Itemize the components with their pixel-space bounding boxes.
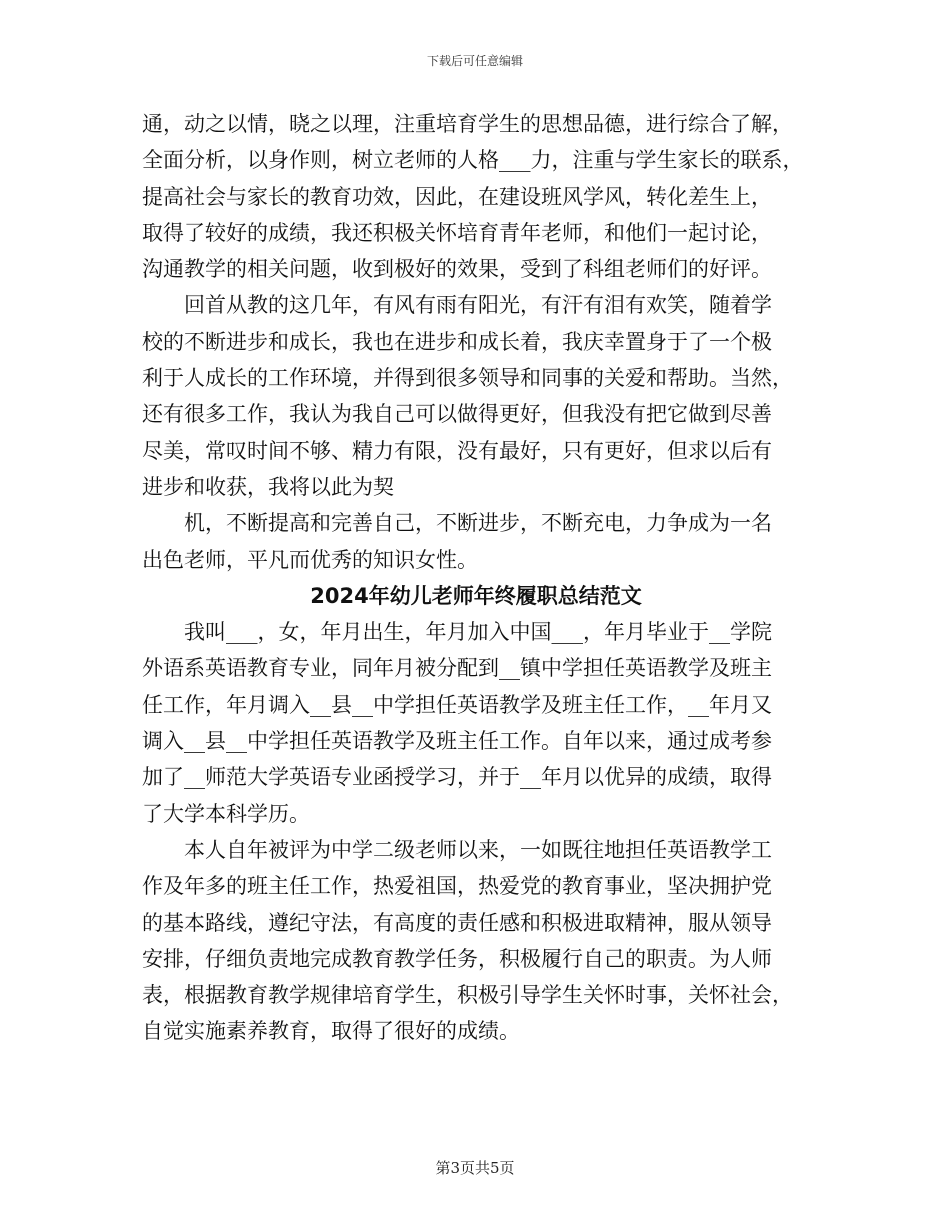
document-body (142, 106, 810, 1050)
text-line: 通，动之以情，晓之以理，注重培育学生的思想品德，进行综合了解， (142, 112, 793, 136)
text-line: 外语系英语教育专业，同年月被分配到__镇中学担任英语教学及班主 (142, 656, 772, 681)
text-line: 表，根据教育教学规律培育学生，积极引导学生关怀时事，关怀社会， (142, 983, 793, 1008)
text-line: 的基本路线，遵纪守法，有高度的责任感和积极进取精神，服从领导 (142, 910, 772, 935)
text-line: 取得了较好的成绩，我还积极关怀培育青年老师，和他们一起讨论， (142, 220, 772, 245)
paragraph (142, 287, 810, 505)
section-after-title (142, 614, 810, 1050)
text-line: 自觉实施素养教育，取得了很好的成绩。 (142, 1019, 520, 1044)
text-line: 出色老师，平凡而优秀的知识女性。 (142, 547, 478, 572)
text-line: 加了__师范大学英语专业函授学习，并于__年月以优异的成绩，取得 (142, 765, 772, 790)
page-footer: 第3页共5页 (435, 1159, 515, 1177)
text-line: 本人自年被评为中学二级老师以来，一如既往地担任英语教学工 (142, 837, 772, 862)
text-line: 提高社会与家长的教育功效，因此，在建设班风学风，转化差生上， (142, 184, 772, 209)
paragraph (142, 832, 810, 1050)
text-line: 调入__县__中学担任英语教学及班主任工作。自年以来，通过成考参 (142, 729, 772, 754)
text-line: 沟通教学的相关问题，收到极好的效果，受到了科组老师们的好评。 (142, 257, 772, 282)
text-line: 利于人成长的工作环境，并得到很多领导和同事的关爱和帮助。当然， (142, 366, 793, 391)
text-line: 任工作，年月调入__县__中学担任英语教学及班主任工作，__年月又 (142, 692, 772, 717)
text-line: 还有很多工作，我认为我自己可以做得更好，但我没有把它做到尽善 (142, 402, 772, 427)
section-before-title (142, 106, 810, 578)
text-line: 全面分析，以身作则，树立老师的人格___力，注重与学生家长的联系， (142, 148, 804, 173)
page-header: 下载后可任意编辑 (426, 54, 523, 68)
paragraph (142, 614, 810, 832)
text-line: 机，不断提高和完善自己，不断进步，不断充电，力争成为一名 (142, 511, 772, 536)
text-line: 校的不断进步和成长，我也在进步和成长着，我庆幸置身于了一个极 (142, 329, 772, 354)
paragraph (142, 106, 810, 287)
text-line: 作及年多的班主任工作，热爱祖国，热爱党的教育事业，坚决拥护党 (142, 874, 772, 899)
text-line: 安排，仔细负责地完成教育教学任务，积极履行自己的职责。为人师 (142, 946, 772, 971)
text-line: 进步和收获，我将以此为契 (142, 474, 394, 499)
text-line: 了大学本科学历。 (142, 801, 310, 826)
text-line: 回首从教的这几年，有风有雨有阳光，有汗有泪有欢笑，随着学 (142, 293, 772, 318)
paragraph (142, 505, 810, 578)
section-title: 2024年幼儿老师年终履职总结范文 (310, 583, 642, 608)
text-line: 我叫___，女，年月出生，年月加入中国___，年月毕业于__学院 (142, 620, 772, 645)
text-line: 尽美，常叹时间不够、精力有限，没有最好，只有更好，但求以后有 (142, 438, 772, 463)
